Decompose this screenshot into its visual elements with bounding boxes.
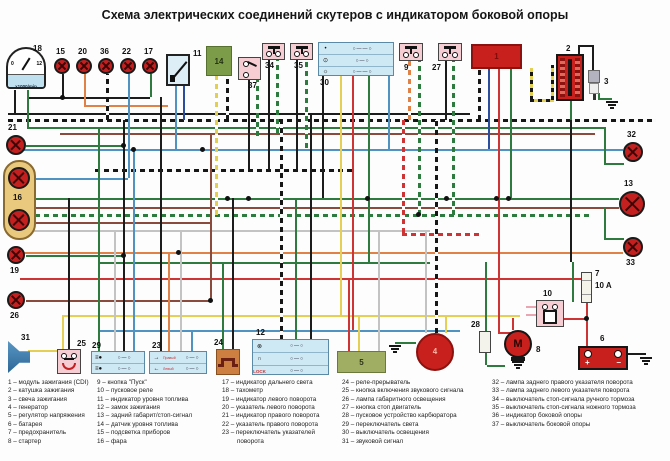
ground-icon [639,356,653,365]
wire [604,163,624,165]
start-button [399,43,423,61]
component-number: 14 [214,57,224,66]
component-number: 20 [78,47,87,56]
battery-terminal [584,350,592,358]
ground-icon [605,100,619,109]
legend-item: 20 – указатель левого поворота [222,404,315,412]
component-number: 10 [543,289,552,298]
battery-terminal [614,350,622,358]
legend-item: 1 – модуль зажигания (CDI) [8,379,89,386]
coil-winding-icon [575,58,580,97]
legend-item: 2 – катушка зажигания [8,387,75,395]
component-number: 3 [604,77,609,86]
component-number: 1 [494,52,499,61]
legend-item: 12 – замок зажигания [97,404,160,412]
arrow-right-icon: → [153,354,160,361]
wire [84,105,168,107]
wire [530,68,533,100]
component-number: 16 [13,193,22,202]
tach-unit: x1000/min [15,84,37,89]
wire [180,230,182,352]
fuse [581,272,592,303]
junction-dot [365,196,370,201]
legend-item: 9 – кнопка "Пуск" [97,379,147,386]
button-plunger-icon [405,46,417,49]
wire [248,79,250,170]
legend-column [342,379,490,446]
junction-dot [506,196,511,201]
wire [62,315,64,350]
legend-column [492,379,664,429]
wire [551,65,554,100]
wire [626,353,646,355]
wire [114,230,116,352]
wire [268,60,270,170]
fuel-pump-icon [170,75,175,82]
lamp-36-side-stand-indicator [98,58,114,74]
component-number: 36 [100,47,109,56]
wire [305,60,308,148]
contact-icon [403,52,409,58]
junction-dot [416,212,421,217]
fuse-band [582,280,591,281]
contact-icon [294,51,300,57]
junction-dot [60,95,65,100]
wire [402,120,405,233]
wire [106,74,109,120]
legend-item: 36 – индикатор боковой опоры [492,412,582,420]
legend-item: 24 – реле-прерыватель [342,379,411,386]
contact-icon [413,52,419,58]
wire [62,315,520,317]
wire [27,90,29,127]
switch-plunger-icon [268,46,280,49]
lamp-21-right-turn-indicator [6,135,26,155]
legend-item: 7 – предохранитель [8,429,67,437]
legend-item: 4 – генератор [8,404,48,412]
battery-minus: – [616,358,621,367]
wire [26,300,210,302]
starter-relay [536,300,564,327]
wire [183,85,185,120]
wire [128,74,130,178]
lamp-13-tail-stop-light [619,191,645,217]
wire [84,74,86,105]
headlight-beam-icon: ≡● [94,366,103,372]
wire [226,75,229,120]
wire [30,222,210,224]
component-number: 25 [77,339,86,348]
left-turn-label: Левый [163,367,174,371]
ignition-lock [252,339,329,375]
circle-x-icon: ⊗ [256,343,263,350]
contact-icon [266,51,272,57]
component-number: 15 [56,47,65,56]
legend-item: 17 – индикатор дальнего света [222,379,313,386]
wire [348,278,350,352]
junction-dot [208,298,213,303]
generator [416,333,454,371]
wire [8,214,590,217]
wire [175,85,177,149]
junction-dot [121,143,126,148]
headlight-bulb [8,209,30,231]
spark-plug [588,70,600,98]
legend-item: 5 – регулятор напряжения [8,412,85,420]
engine-stop-button [438,43,462,61]
wire [368,76,370,262]
legend [0,379,670,459]
wire [150,74,152,97]
component-number: 6 [600,334,605,343]
legend-item: 34 – выключатель стоп-сигнала ручного тормоза [492,395,635,403]
tachometer [6,44,46,89]
wire [485,262,487,332]
junction-dot [200,147,205,152]
pulse-icon [234,364,238,367]
tach-max: 12 [36,61,42,67]
legend-item: 33 – лампа заднего левого указателя поворота [492,387,630,395]
wire [26,145,123,147]
contact-row: ○—○ [117,354,132,361]
component-number: 33 [626,258,635,267]
cdi-module [471,44,522,69]
horn-icon [8,341,30,373]
wire [418,61,421,215]
lock-label: LOCK [253,368,266,374]
junction-dot [131,147,136,152]
right-turn-label: Правый [163,355,176,360]
component-number: 37 [248,81,257,90]
pulse-icon [218,364,222,367]
wire [27,127,604,129]
legend-item: 35 – выключатель стоп-сигнала ножного тормоза [492,404,636,412]
starter-motor [504,330,532,358]
contact-row: ○—○ [117,366,132,372]
motor-letter: M [513,338,523,350]
horn-button [57,349,81,374]
lamp-26-position-light [7,291,25,309]
component-number: 27 [432,63,441,72]
lamp-17-high-beam-indicator [142,58,158,74]
wire [232,198,234,350]
wire [215,75,218,215]
wire [27,97,150,99]
wire [604,238,624,240]
foot-brake-stoplight-switch [290,43,313,60]
wire [604,127,606,163]
contact-row: ○—○ [355,57,370,64]
spark-plug-tip [593,94,596,100]
wire [123,120,125,352]
wire [572,262,574,302]
button-plunger-icon [444,46,456,49]
fuse-band [582,294,591,295]
legend-item: 18 – тахометр [222,387,263,395]
fuel-level-sensor [206,46,232,76]
side-stand-switch [238,57,261,80]
coil-winding-icon [560,58,565,97]
wire [378,230,380,352]
wire [445,315,447,333]
wire [402,233,482,236]
wire [295,198,297,340]
ignition-coil [556,54,584,101]
legend-column [222,379,340,446]
contact-row: ○—○ [289,343,305,349]
horn-arc-icon [62,363,76,370]
lamp-19-left-turn-indicator [7,246,25,264]
park-arc-icon: ∩ [257,356,262,362]
component-number: 19 [10,266,19,275]
legend-item: 29 – переключатель света [342,420,419,428]
starter-base [511,357,525,361]
component-number: 9 [404,63,409,72]
wire [322,76,324,198]
junction-dot [246,196,251,201]
wire [452,61,455,215]
wire [160,97,162,352]
legend-item: 10 – пусковое реле [97,387,153,395]
component-number: 5 [359,358,364,367]
component-number: 32 [627,130,636,139]
legend-item: 21 – индикатор правого поворота [222,412,320,420]
wire [388,76,390,149]
coil-core-icon [568,59,572,96]
lamp-20-left-turn-front [76,58,92,74]
component-number: 18 [33,44,42,53]
wire [445,61,447,120]
legend-item: 19 – индикатор левого поворота [222,395,317,403]
lighting-switch [318,42,394,76]
wire [20,278,586,280]
legend-item: 32 – лампа заднего правого указателя поворота [492,379,633,386]
contact-icon [452,52,458,58]
wire [98,127,100,352]
wire [20,252,623,254]
spark-plug-insulator [589,83,599,94]
component-number: 8 [536,345,541,354]
wire [210,133,212,300]
contact-row: ○——○ [352,69,373,75]
tach-min: 0 [11,61,14,67]
wire [512,318,514,330]
contact-icon [275,51,281,57]
component-number: 12 [256,328,265,337]
lamp-33-rear-left-turn [623,237,643,257]
legend-item: 28 – пусковое устройство карбюратора [342,412,457,420]
wire [592,45,594,72]
wire [425,230,427,333]
legend-item: 30 – выключатель освещения [342,429,429,437]
voltage-regulator [337,351,386,373]
wire [62,74,64,97]
hand-brake-stoplight-switch [262,43,285,60]
wire [60,133,595,135]
flasher-relay [216,349,240,375]
component-number: 31 [21,333,30,342]
fuel-gauge [166,54,190,86]
component-number: 28 [471,320,480,329]
legend-column [97,379,219,446]
wire [133,149,135,352]
arrow-left-icon: ← [153,366,160,372]
tachometer-needle [21,58,30,71]
legend-item: 37 – выключатель боковой опоры [492,420,591,428]
legend-item: 14 – датчик уровня топлива [97,420,178,428]
button-plunger-icon [64,358,74,360]
wire [191,330,193,352]
contact-row: ○—○ [185,366,200,372]
legend-item: 25 – кнопка включения звукового сигнала [342,387,464,395]
junction-dot [494,196,499,201]
ground-icon [511,360,525,369]
component-number: 7 [595,269,600,278]
legend-item: 26 – лампа габаритного освещения [342,395,446,403]
wire [510,68,512,198]
wire [310,113,312,340]
legend-item: 13 – задний габарит/стоп-сигнал [97,412,193,420]
legend-item: 8 – стартер [8,437,42,445]
wire [570,120,572,262]
wire [340,76,342,315]
switch-plunger-icon [296,46,308,49]
junction-dot [176,250,181,255]
legend-item: 27 – кнопка стоп двигатель [342,404,422,412]
lamp-15-dashboard-light [54,58,70,74]
component-number: 29 [92,341,101,350]
wire [358,315,360,352]
legend-item: 3 – свеча зажигания [8,395,67,403]
headlight-bulb [8,167,30,189]
contact-icon [243,72,249,78]
relay-core-icon [543,310,557,324]
component-number: 23 [152,341,161,350]
component-number: 21 [8,123,17,132]
wire [296,60,298,170]
wire [14,90,16,113]
component-number: 2 [566,44,571,53]
junction-dot [121,253,126,258]
component-number: 35 [294,61,303,70]
legend-item: 11 – индикатор уровня топлива [97,395,189,403]
wire [26,255,123,257]
junction-dot [225,196,230,201]
wire [485,353,487,365]
contact-row: ○—○ [185,354,200,361]
wire [280,120,283,340]
contact-row: ○——○ [352,45,373,52]
contact-icon [442,52,448,58]
lamp-32-rear-right-turn [623,142,643,162]
wire [168,252,170,352]
pulse-icon [221,358,235,367]
diagram-title: Схема электрических соединений скутеров с индикатором боковой опоры [101,8,569,22]
wire [30,178,128,180]
wire [222,262,224,350]
dimmer-switch [91,351,145,374]
wire [435,120,438,333]
legend-item: 22 – указатель правого поворота [222,420,319,428]
contact-row: ○—○ [289,356,305,362]
component-number: 11 [193,49,202,58]
legend-column [8,379,96,446]
wire [488,68,490,149]
legend-item: 23 – переключатель указателей поворота [222,429,315,445]
contact-icon [303,51,309,57]
wire [68,198,70,350]
junction-dot [584,316,589,321]
turn-signal-switch [149,351,207,374]
legend-item: 15 – подсветка приборов [97,429,171,437]
headlight-beam-icon: ≡● [94,354,103,361]
battery-plus: + [585,358,590,367]
carburetor-choke [479,331,491,353]
wire [487,365,505,367]
component-number: 17 [144,47,153,56]
wire [10,230,430,232]
component-number: 24 [214,338,223,347]
component-number: 26 [10,311,19,320]
fuse-rating: 10 A [595,281,612,290]
wire [276,60,279,133]
wire [8,113,470,115]
component-number: 30 [320,78,329,87]
high-beam-icon: ☼ [322,69,329,75]
wire [478,68,481,120]
battery [578,346,628,370]
legend-item: 6 – батарея [8,420,43,428]
position-light-icon: ⊙ [322,58,329,64]
legend-item: 16 – фара [97,437,127,445]
wire [604,207,606,238]
component-number: 4 [432,347,438,356]
off-dot-icon: • [324,45,327,52]
legend-item: 31 – звуковой сигнал [342,437,404,445]
contact-row: ○—○ [289,368,305,374]
component-number: 22 [122,47,131,56]
component-number: 34 [265,61,274,70]
ground-icon [388,344,402,353]
spark-plug-body [588,70,600,83]
wire [100,262,430,264]
junction-dot [444,196,449,201]
wire [352,76,354,330]
lamp-22-right-turn-front [120,58,136,74]
component-number: 13 [624,179,633,188]
